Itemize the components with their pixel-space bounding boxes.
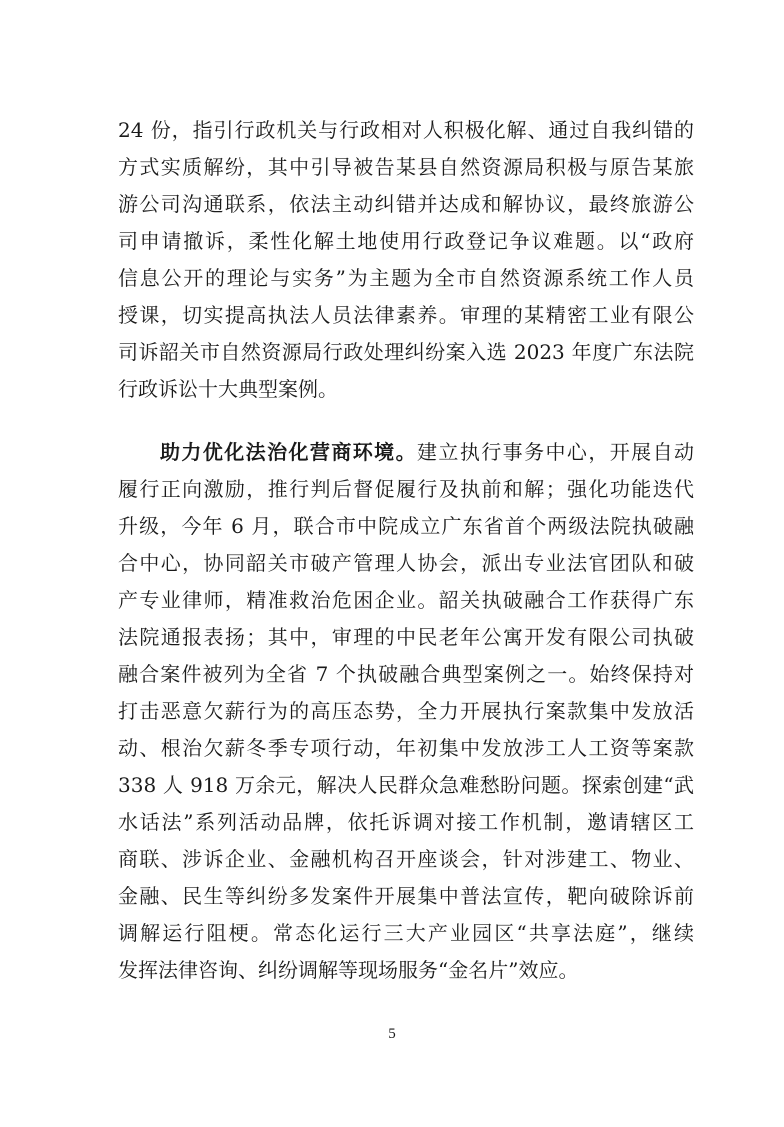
paragraph-heading-line	[118, 434, 694, 471]
text-line: 商联、涉诉企业、金融机构召开座谈会，针对涉建工、物业、	[118, 847, 694, 871]
text-line: 法院通报表扬；其中，审理的中民老年公寓开发有限公司执破	[118, 625, 694, 649]
text-line: 24 份，指引行政机关与行政相对人积极化解、通过自我纠错的	[118, 118, 694, 142]
paragraph-1	[118, 112, 694, 408]
page-number: 5	[388, 1026, 396, 1042]
text-line: 338 人 918 万余元，解决人民群众急难愁盼问题。探索创建“武	[118, 773, 694, 797]
text-line: 产专业律师，精准救治危困企业。韶关执破融合工作获得广东	[118, 588, 694, 612]
text-line: 动、根治欠薪冬季专项行动，年初集中发放涉工人工资等案款	[118, 736, 694, 760]
text-line: 游公司沟通联系，依法主动纠错并达成和解协议，最终旅游公	[118, 192, 694, 216]
text-line: 履行正向激励，推行判后督促履行及执前和解；强化功能迭代	[118, 477, 694, 501]
text-line: 行政诉讼十大典型案例。	[118, 377, 338, 401]
text-line: 发挥法律咨询、纠纷调解等现场服务“金名片”效应。	[118, 958, 579, 982]
text-line: 合中心，协同韶关市破产管理人协会，派出专业法官团队和破	[118, 551, 694, 575]
text-line: 水话法”系列活动品牌，依托诉调对接工作机制，邀请辖区工	[118, 810, 694, 834]
text-line: 司诉韶关市自然资源局行政处理纠纷案入选 2023 年度广东法院	[118, 340, 694, 364]
text-line: 打击恶意欠薪行为的高压态势，全力开展执行案款集中发放活	[118, 699, 694, 723]
paragraph-2	[118, 434, 694, 989]
text-line: 金融、民生等纠纷多发案件开展集中普法宣传，靶向破除诉前	[118, 884, 694, 908]
text-line: 调解运行阻梗。常态化运行三大产业园区“共享法庭”，继续	[118, 921, 694, 945]
text-line: 授课，切实提高执法人员法律素养。审理的某精密工业有限公	[118, 303, 694, 327]
text-line: 方式实质解纷，其中引导被告某县自然资源局积极与原告某旅	[118, 155, 694, 179]
text-line: 信息公开的理论与实务”为主题为全市自然资源系统工作人员	[118, 266, 694, 290]
text-line: 司申请撤诉，柔性化解土地使用行政登记争议难题。以“政府	[118, 229, 694, 253]
text-line: 升级，今年 6 月，联合市中院成立广东省首个两级法院执破融	[118, 514, 694, 538]
heading-line-text: 建立执行事务中心，开展自动	[417, 440, 694, 464]
paragraph-heading: 助力优化法治化营商环境。	[160, 440, 417, 464]
text-line: 融合案件被列为全省 7 个执破融合典型案例之一。始终保持对	[118, 662, 694, 686]
